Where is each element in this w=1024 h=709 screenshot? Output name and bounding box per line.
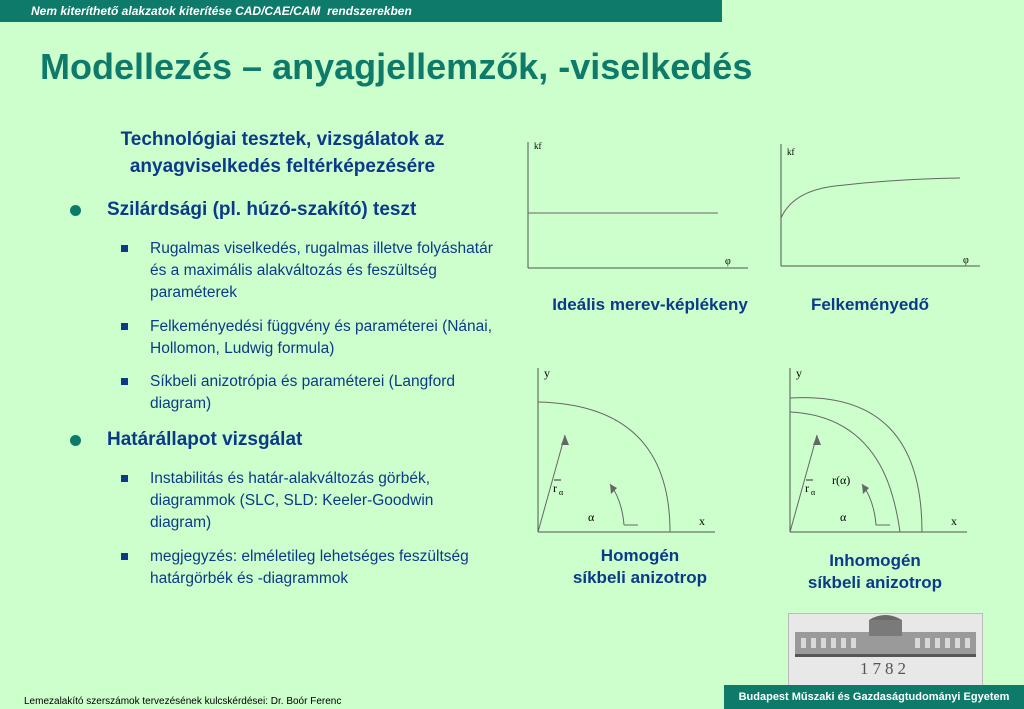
square-bullet-icon (121, 378, 128, 385)
slide-title: Modellezés – anyagjellemzők, -viselkedés (40, 46, 753, 87)
caption-line-1: Inhomogén (829, 551, 921, 570)
r-alpha-label: r(α) (832, 473, 851, 487)
arrow-head-icon (862, 484, 869, 494)
hardening-curve (781, 178, 960, 218)
radius-vector (538, 435, 565, 532)
bullet-text: Szilárdsági (pl. húzó-szakító) teszt (107, 199, 417, 220)
y-axis-label: kf (534, 141, 542, 151)
square-bullet-icon (121, 553, 128, 560)
caption-homogeneous (535, 545, 745, 589)
bullet-text: Határállapot vizsgálat (107, 429, 303, 450)
caption-line-2: síkbeli anizotrop (807, 573, 943, 592)
diagram-hardening (765, 136, 985, 276)
sub-bullet-text: megjegyzés: elméletileg lehetséges feszültség határgörbék és -diagrammok (150, 548, 469, 587)
logo-year: 1782 (860, 659, 910, 678)
diagram-inhomogeneous-anisotropy (772, 360, 972, 540)
sub-bullet-text: Felkeményedési függvény és paraméterei (Nánai, Hollomon, Ludwig formula) (150, 318, 493, 357)
caption-rigid-plastic: Ideális merev-képlékeny (552, 295, 748, 314)
diagram-homogeneous-anisotropy (520, 360, 720, 540)
header-bar (0, 0, 722, 22)
x-axis-label: x (699, 514, 705, 528)
arrow-head-icon (813, 435, 821, 445)
x-axis-label: φ (725, 256, 731, 267)
r-subscript: α (811, 488, 816, 497)
r-subscript: α (559, 488, 564, 497)
footer-author: Lemezalakító szerszámok tervezésének kulcskérdései: Dr. Boór Ferenc (24, 696, 342, 707)
caption-line-1: Homogén (600, 546, 680, 565)
sub-bullet-text: Síkbeli anizotrópia és paraméterei (Langford diagram) (150, 373, 456, 412)
building-base (795, 654, 976, 657)
square-bullet-icon (121, 245, 128, 252)
sub-bullet-text: Instabilitás és határ-alakváltozás görbék, diagrammok (SLC, SLD: Keeler-Goodwin diagram) (150, 470, 434, 531)
y-axis-label: kf (787, 147, 795, 157)
caption-hardening: Felkeményedő (810, 295, 930, 314)
alpha-label: α (840, 510, 847, 524)
r-label: r (553, 481, 557, 495)
bullet-dot-icon (70, 205, 81, 216)
building-dome (869, 620, 902, 636)
caption-line-2: síkbeli anizotrop (572, 568, 708, 587)
arrow-head-icon (610, 484, 617, 494)
caption-inhomogeneous (775, 550, 975, 594)
alpha-label: α (588, 510, 595, 524)
y-axis-label: y (544, 366, 550, 380)
x-axis-label: x (951, 514, 957, 528)
bullet-dot-icon (70, 435, 81, 446)
radius-vector (790, 435, 817, 532)
square-bullet-icon (121, 475, 128, 482)
square-bullet-icon (121, 323, 128, 330)
y-axis-label: y (796, 366, 802, 380)
intro-text: Technológiai tesztek, vizsgálatok az anyagviselkedés feltérképezésére (120, 129, 445, 177)
footer-university: Budapest Műszaki és Gazdaságtudományi Egyetem (724, 685, 1024, 709)
r-label: r (805, 481, 809, 495)
x-axis-label: φ (963, 255, 969, 266)
sub-bullet-text: Rugalmas viselkedés, rugalmas illetve folyáshatár és a maximális alakváltozás és feszültség paraméterek (150, 240, 493, 301)
university-logo (788, 613, 983, 687)
anisotropy-curve (538, 402, 670, 532)
reference-curve (790, 398, 922, 532)
header-title: Nem kiteríthető alakzatok kiterítése CAD/CAE/CAM rendszerekben (31, 4, 412, 18)
arrow-head-icon (561, 435, 569, 445)
diagram-rigid-plastic (510, 130, 750, 280)
